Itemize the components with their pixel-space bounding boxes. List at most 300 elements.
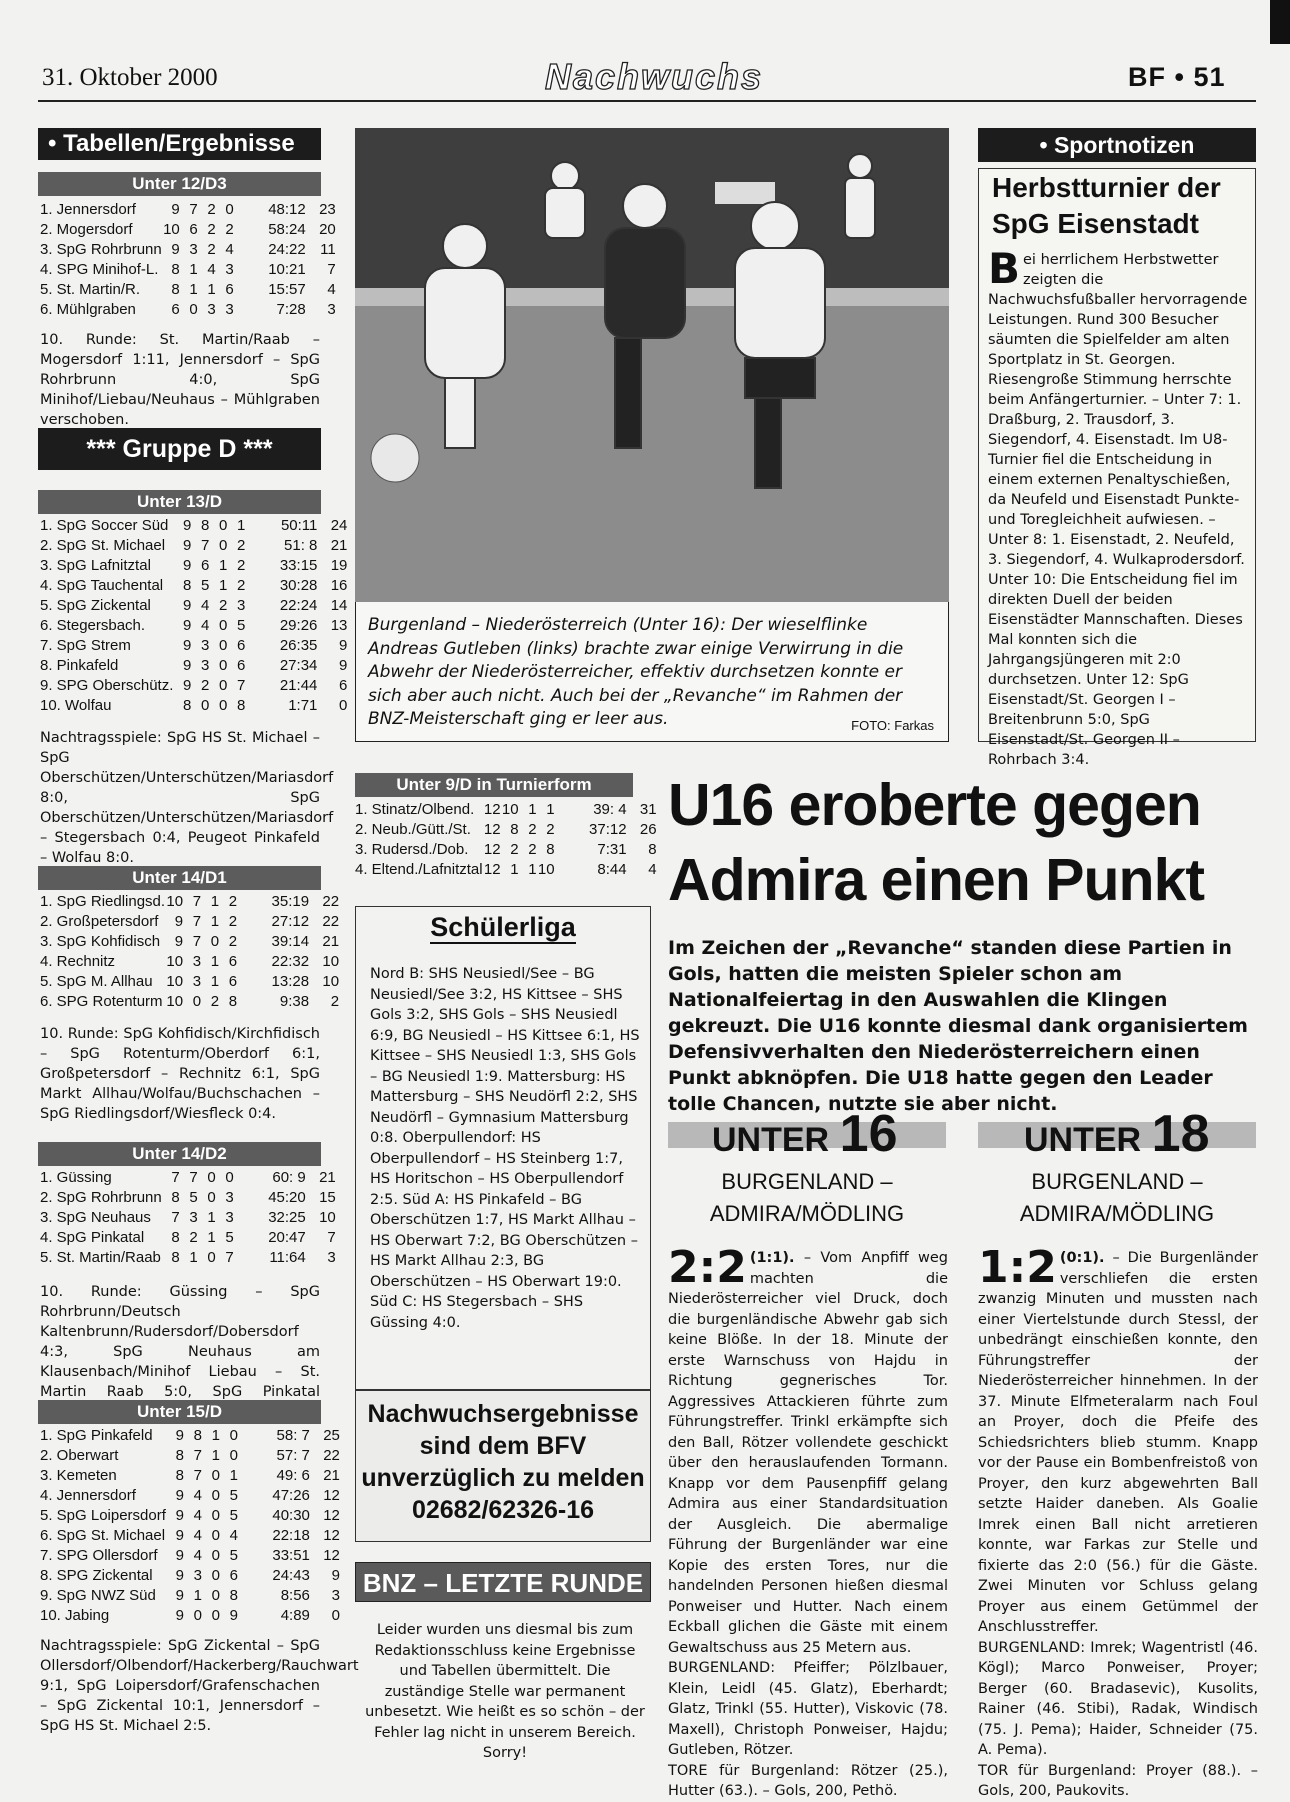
team-name: 1. Güssing xyxy=(40,1169,112,1186)
stat-cell: 9 xyxy=(331,1567,340,1584)
stat-cell: 40:30 xyxy=(272,1507,310,1524)
stat-cell: 9 xyxy=(171,241,180,258)
article-headline: U16 eroberte gegen Admira einen Punkt xyxy=(668,772,1205,913)
u18-goals: TOR für Burgenland: Proyer (88.). – Gols, 200, Paukovits. xyxy=(978,1762,1258,1799)
stat-cell: 8 xyxy=(229,1587,238,1604)
stat-cell: 12 xyxy=(323,1487,340,1504)
stat-cell: 5 xyxy=(229,1547,238,1564)
team-name: 8. SPG Zickental xyxy=(40,1567,153,1584)
table-row xyxy=(40,636,347,656)
stat-cell: 6 xyxy=(339,677,348,694)
team-name: 3. Kemeten xyxy=(40,1467,117,1484)
stat-cell: 27:34 xyxy=(279,657,318,674)
table-row xyxy=(40,1606,340,1626)
team-name: 3. Rudersd./Dob. xyxy=(355,841,469,858)
standings-u9 xyxy=(355,800,657,880)
stat-cell: 5 xyxy=(225,1229,234,1246)
stat-cell: 7 xyxy=(193,1467,202,1484)
stat-cell: 32:25 xyxy=(268,1209,306,1226)
stat-cell: 11 xyxy=(320,241,336,258)
stat-cell: 0 xyxy=(339,697,348,714)
stat-cell: 1 xyxy=(189,281,198,298)
stat-cell: 8 xyxy=(175,1447,184,1464)
stat-cell: 6 xyxy=(228,973,238,990)
stat-cell: 0 xyxy=(201,697,210,714)
u18-lineup: BURGENLAND: Imrek; Wagentristl (46. Kögl); Marco Ponweiser, Proyer; Berger (60. Bradasevic), Kusolits, Rainer (46. Stibi), Radak, Windisch (75. J. Pema); Haider, Schneider (75. A. Pema). xyxy=(978,1639,1258,1758)
stat-cell: 33:15 xyxy=(279,557,318,574)
stat-cell: 9 xyxy=(174,933,184,950)
stat-cell: 10 xyxy=(501,801,519,818)
stat-cell: 6 xyxy=(171,301,180,318)
team-name: 4. SpG Tauchental xyxy=(40,577,164,594)
stat-cell: 8 xyxy=(171,261,180,278)
team-name: 2. Neub./Gütt./St. xyxy=(355,821,471,838)
stat-cell: 1 xyxy=(210,953,220,970)
dropcap: B xyxy=(988,244,1021,293)
stat-cell: 8:44 xyxy=(597,861,627,878)
stat-cell: 10 xyxy=(166,973,184,990)
table-row xyxy=(40,656,347,676)
table-row xyxy=(40,1188,336,1208)
stat-cell: 3 xyxy=(327,301,336,318)
u16-report: 2:2 (1:1). – Vom Anpfiff weg machten die Niederösterreicher viel Druck, doch die burgenländische Abwehr gab sich keine Blöße. In der 18. Minute der erste Warnschuss von Hajdu in Richtung gegnerisches Tor. Aggressives Attackieren führte zum Führungstreffer. Trinkl erkämpfte sich den Ball, Rötzer vollendete geschickt über den herauslaufenden Tormann. Knapp vor dem Pausenpfiff gelang Admira aus einer Standardsituation der Ausgleich. Die abermalige Führung der Burgenländer war eine Kopie des ersten Tores, nur die handelnden Personen hießen diesmal Ponweiser und Hutter. Nach einem Eckball glichen die Gäste mit einem Gewaltschuss aus 25 Metern aus. BURGENLAND: Pfeiffer; Pölzlbauer, Klein, Leidl (45. Glatz), Eberhardt; Glatz, Trinkl (55. Hutter), Viskovic (78. Maxell), Christoph Ponweiser, Hajdu; Gutleben, Rötzer. TORE für Burgenland: Rötzer (25.), Hutter (63.). – Gols, 200, Pethö. xyxy=(668,1242,949,1799)
stat-cell: 4 xyxy=(225,241,234,258)
team-name: 5. SpG Zickental xyxy=(40,597,151,614)
stat-cell: 1 xyxy=(207,281,216,298)
section-title: Nachwuchs xyxy=(545,56,764,97)
stat-cell: 4 xyxy=(193,1487,202,1504)
team-name: 4. SPG Minihof-L. xyxy=(40,261,159,278)
bnz-banner: BNZ – LETZTE RUNDE xyxy=(355,1562,651,1602)
u16-goals: TORE für Burgenland: Rötzer (25.), Hutter (63.). – Gols, 200, Pethö. xyxy=(668,1762,948,1799)
stat-cell: 1 xyxy=(207,1229,216,1246)
table-row xyxy=(40,1546,340,1566)
table-row xyxy=(40,1228,336,1248)
stat-cell: 24 xyxy=(330,517,348,534)
stat-cell: 10 xyxy=(537,861,555,878)
stat-cell: 9 xyxy=(183,617,192,634)
table-row xyxy=(40,536,347,556)
team-name: 5. St. Martin/R. xyxy=(40,281,141,298)
stat-cell: 1 xyxy=(528,801,537,818)
stat-cell: 2 xyxy=(207,221,216,238)
sportnotizen-text xyxy=(988,244,1250,770)
table-row xyxy=(40,1466,340,1486)
stat-cell: 8 xyxy=(171,1229,180,1246)
table-row xyxy=(40,300,336,320)
team-name: 9. SpG NWZ Süd xyxy=(40,1587,156,1604)
stat-cell: 8 xyxy=(175,1467,184,1484)
u18-report: 1:2 (0:1). – Die Burgenländer verschliefen die ersten zwanzig Minuten und mussten nach einer Viertelstunde durch Stessl, der unbedrängt einschießen konnte, den Führungstreffer der Niederösterreicher hinnehmen. In der 37. Minute Elfmeteralarm nach Foul an Proyer, doch die Pfeife des Schiedsrichters blieb stumm. Knapp vor der Pause ein Bombenfreistoß von Proyer, den kurz abgewehrten Ball setzte Haider daneben. Als Goalie Imrek einen Ball nicht arretieren konnte, war Farkas zur Stelle und fixierte das 2:0 (56.) für die Gäste. Zwei Minuten vor Schluss gelang Proyer aus einem Getümmel der Anschlusstreffer. BURGENLAND: Imrek; Wagentristl (46. Kögl); Marco Ponweiser, Proyer; Berger (60. Bradasevic), Kusolits, Rainer (46. Stibi), Radak, Windisch (75. J. Pema); Haider, Schneider (75. A. Pema). TOR für Burgenland: Proyer (88.). – Gols, 200, Paukovits. xyxy=(978,1242,1259,1799)
stat-cell: 0 xyxy=(211,1607,220,1624)
stat-cell: 6 xyxy=(225,281,234,298)
stat-cell: 37:12 xyxy=(589,821,627,838)
stat-cell: 0 xyxy=(229,1427,238,1444)
stat-cell: 24:22 xyxy=(268,241,306,258)
stat-cell: 3 xyxy=(327,1249,336,1266)
stat-cell: 2 xyxy=(528,841,537,858)
stat-cell: 0 xyxy=(219,517,228,534)
stat-cell: 2 xyxy=(546,821,555,838)
stat-cell: 22:32 xyxy=(271,953,310,970)
page-number: BF • 51 xyxy=(1128,62,1226,92)
table-row xyxy=(40,1426,340,1446)
stat-cell: 9 xyxy=(339,657,348,674)
stat-cell: 7 xyxy=(327,261,336,278)
stat-cell: 9 xyxy=(175,1487,184,1504)
stat-cell: 6 xyxy=(237,637,246,654)
stat-cell: 0 xyxy=(211,1507,220,1524)
stat-cell: 0 xyxy=(210,933,220,950)
stat-cell: 0 xyxy=(225,1169,234,1186)
stat-cell: 10 xyxy=(166,953,184,970)
stat-cell: 10:21 xyxy=(268,261,306,278)
stat-cell: 15 xyxy=(319,1189,336,1206)
u16-lineup: BURGENLAND: Pfeiffer; Pölzlbauer, Klein, Leidl (45. Glatz), Eberhardt; Glatz, Trinkl (55. Hutter), Viskovic (78. Maxell), Christoph Ponweiser, Hajdu; Gutleben, Rötzer. xyxy=(668,1660,948,1758)
stat-cell: 39:14 xyxy=(271,933,310,950)
stat-cell: 1 xyxy=(210,893,220,910)
table-row xyxy=(40,1486,340,1506)
stat-cell: 6 xyxy=(237,657,246,674)
stat-cell: 23 xyxy=(319,201,336,218)
stat-cell: 8 xyxy=(228,993,238,1010)
table-row xyxy=(40,892,339,912)
stat-cell: 21 xyxy=(319,1169,336,1186)
stat-cell: 7 xyxy=(237,677,246,694)
results-u13: Nachtragsspiele: SpG HS St. Michael – SpG Oberschützen/Unterschützen/Mariasdorf 8:0, SpG Oberschützen/Unterschützen/Mariasdorf – Stegersbach 0:4, Peugeot Pinkafeld – Wolfau 8:0. xyxy=(40,730,334,866)
stat-cell: 8 xyxy=(237,697,246,714)
stat-cell: 8 xyxy=(171,1249,180,1266)
team-name: 4. SpG Pinkatal xyxy=(40,1229,145,1246)
table-row xyxy=(355,860,657,880)
stat-cell: 9 xyxy=(175,1587,184,1604)
stat-cell: 1 xyxy=(219,557,228,574)
stat-cell: 8 xyxy=(183,697,192,714)
stat-cell: 0 xyxy=(211,1567,220,1584)
stat-cell: 4 xyxy=(193,1547,202,1564)
stat-cell: 12 xyxy=(483,801,501,818)
schuelerliga-text: Nord B: SHS Neusiedl/See – BG Neusiedl/See 3:2, HS Kittsee – SHS Gols 3:2, SHS Gols – SHS Neusiedl 6:9, BG Neusiedl – HS Kittsee 6:1, HS Kittsee – SHS Neusiedl 1:3, SHS Gols – BG Neusiedl 1:9. Mattersburg: HS Mattersburg – SHS Neudörfl 2:2, SHS Neudörfl – Gymnasium Mattersburg 0:8. Oberpullendorf: HS Oberpullendorf – HS Steinberg 1:7, HS Horitschon – HS Oberpullendorf 2:5. Süd A: HS Pinkafeld – BG Oberschützen 1:7, HS Markt Allhau – HS Oberwart 7:2, BG Oberschützen – HS Markt Allhau 2:3, BG Oberschützen – HS Oberwart 19:0. Süd C: HS Stegersbach – SHS Güssing 4:0. xyxy=(370,966,640,1331)
stat-cell: 0 xyxy=(229,1447,238,1464)
team-name: 5. SpG Loipersdorf xyxy=(40,1507,166,1524)
stat-cell: 7 xyxy=(327,1229,336,1246)
table-row xyxy=(355,800,657,820)
table-row xyxy=(40,1506,340,1526)
table-title-u12: Unter 12/D3 xyxy=(38,172,321,196)
stat-cell: 1 xyxy=(189,261,198,278)
stat-cell: 16 xyxy=(330,577,348,594)
stat-cell: 7 xyxy=(225,1249,234,1266)
table-row xyxy=(40,1208,336,1228)
stat-cell: 8:56 xyxy=(280,1587,310,1604)
stat-cell: 48:12 xyxy=(268,201,306,218)
stat-cell: 1 xyxy=(510,861,519,878)
table-row xyxy=(40,596,347,616)
u18-heading: UNTER 18 xyxy=(1024,1105,1210,1163)
stat-cell: 6 xyxy=(229,1567,238,1584)
stat-cell: 0 xyxy=(331,1607,340,1624)
stat-cell: 9 xyxy=(183,557,192,574)
u16-score: 2:2 xyxy=(668,1242,747,1293)
stat-cell: 9 xyxy=(175,1507,184,1524)
stat-cell: 10 xyxy=(163,221,180,238)
stat-cell: 6 xyxy=(189,221,198,238)
stat-cell: 1:71 xyxy=(288,697,318,714)
table-row xyxy=(355,820,657,840)
table-row xyxy=(40,696,347,716)
stat-cell: 3 xyxy=(225,1209,234,1226)
stat-cell: 8 xyxy=(510,821,519,838)
stat-cell: 5 xyxy=(237,617,246,634)
stat-cell: 11:64 xyxy=(269,1249,306,1266)
stat-cell: 1 xyxy=(207,1209,216,1226)
stat-cell: 1 xyxy=(189,1249,198,1266)
table-title-u15: Unter 15/D xyxy=(38,1400,321,1424)
stat-cell: 58: 7 xyxy=(276,1427,310,1444)
stat-cell: 21 xyxy=(322,933,340,950)
team-name: 4. Jennersdorf xyxy=(40,1487,136,1504)
team-name: 9. SPG Oberschütz. xyxy=(40,677,174,694)
soccer-players-image xyxy=(355,128,949,602)
u16-halftime: (1:1). xyxy=(749,1250,795,1266)
stat-cell: 7 xyxy=(189,201,198,218)
stat-cell: 10 xyxy=(166,893,184,910)
results-u12: 10. Runde: St. Martin/Raab – Mogersdorf 1:11, Jennersdorf – SpG Rohrbrunn 4:0, SpG Minihof/Liebau/Neuhaus – Mühlgraben verschoben. xyxy=(40,332,320,428)
stat-cell: 7 xyxy=(189,1169,198,1186)
stat-cell: 9 xyxy=(174,913,184,930)
stat-cell: 4 xyxy=(193,1507,202,1524)
stat-cell: 9 xyxy=(229,1607,238,1624)
team-name: 1. SpG Pinkafeld xyxy=(40,1427,153,1444)
header-rule xyxy=(38,100,1256,102)
stat-cell: 2 xyxy=(237,537,246,554)
stat-cell: 50:11 xyxy=(280,517,318,534)
standings-u15 xyxy=(40,1426,340,1626)
table-title-u13: Unter 13/D xyxy=(38,490,321,514)
stat-cell: 58:24 xyxy=(268,221,306,238)
team-name: 3. SpG Lafnitztal xyxy=(40,557,151,574)
stat-cell: 2 xyxy=(510,841,519,858)
stat-cell: 3 xyxy=(207,301,216,318)
stat-cell: 7 xyxy=(171,1209,180,1226)
stat-cell: 12 xyxy=(323,1547,340,1564)
table-row xyxy=(40,280,336,300)
sportnotizen-title: Herbstturnier der SpG Eisenstadt xyxy=(992,172,1221,239)
stat-cell: 8 xyxy=(648,841,657,858)
stat-cell: 9:38 xyxy=(279,993,310,1010)
u18-halftime: (0:1). xyxy=(1059,1250,1105,1266)
stat-cell: 8 xyxy=(201,517,210,534)
stat-cell: 8 xyxy=(193,1427,202,1444)
stat-cell: 0 xyxy=(192,993,202,1010)
team-name: 2. SpG St. Michael xyxy=(40,537,166,554)
stat-cell: 3 xyxy=(189,241,198,258)
stat-cell: 0 xyxy=(219,617,228,634)
stat-cell: 9 xyxy=(183,597,192,614)
stat-cell: 3 xyxy=(193,1567,202,1584)
stat-cell: 7 xyxy=(192,913,202,930)
team-name: 6. SPG Rotenturm xyxy=(40,993,163,1010)
stat-cell: 20:47 xyxy=(268,1229,306,1246)
stat-cell: 4 xyxy=(327,281,336,298)
stat-cell: 2 xyxy=(207,201,216,218)
stat-cell: 8 xyxy=(183,577,192,594)
stat-cell: 9 xyxy=(175,1527,184,1544)
photo-credit: FOTO: Farkas xyxy=(851,718,934,733)
stat-cell: 6 xyxy=(228,953,238,970)
stat-cell: 7:28 xyxy=(276,301,306,318)
stat-cell: 12 xyxy=(323,1507,340,1524)
table-row xyxy=(40,1248,336,1268)
team-name: 6. Mühlgraben xyxy=(40,301,136,318)
stat-cell: 9 xyxy=(175,1427,184,1444)
table-row xyxy=(40,1566,340,1586)
stat-cell: 4:89 xyxy=(280,1607,310,1624)
stat-cell: 0 xyxy=(219,697,228,714)
stat-cell: 10 xyxy=(322,953,340,970)
stat-cell: 9 xyxy=(171,201,180,218)
stat-cell: 21 xyxy=(323,1467,340,1484)
stat-cell: 9 xyxy=(183,637,192,654)
table-row xyxy=(40,516,347,536)
stat-cell: 45:20 xyxy=(268,1189,306,1206)
stat-cell: 13 xyxy=(330,617,348,634)
stat-cell: 31 xyxy=(639,801,657,818)
team-name: 7. SpG Strem xyxy=(40,637,131,654)
stat-cell: 3 xyxy=(331,1587,340,1604)
standings-u14d1 xyxy=(40,892,339,1012)
stat-cell: 0 xyxy=(193,1607,202,1624)
stat-cell: 2 xyxy=(330,993,340,1010)
stat-cell: 4 xyxy=(229,1527,238,1544)
stat-cell: 1 xyxy=(528,861,537,878)
stat-cell: 2 xyxy=(201,677,210,694)
stat-cell: 30:28 xyxy=(279,577,318,594)
team-name: 3. SpG Rohrbrunn xyxy=(40,241,162,258)
stat-cell: 51: 8 xyxy=(284,537,318,554)
stat-cell: 8 xyxy=(171,281,180,298)
table-title-u14d2: Unter 14/D2 xyxy=(38,1142,321,1166)
stat-cell: 21:44 xyxy=(279,677,318,694)
stat-cell: 39: 4 xyxy=(593,801,627,818)
stat-cell: 7 xyxy=(201,537,210,554)
table-row xyxy=(40,1168,336,1188)
stat-cell: 20 xyxy=(319,221,336,238)
team-name: 3. SpG Kohfidisch xyxy=(40,933,161,950)
stat-cell: 3 xyxy=(225,261,234,278)
article-lead: Im Zeichen der „Revanche“ standen diese Partien in Gols, hatten die meisten Spieler schon am Nationalfeiertag in den Auswahlen die Klingen gekreuzt. Die U16 konnte diesmal dank organisiertem Defensivverhalten den Niederösterreichern einen Punkt abknöpfen. Die U18 hatte gegen den Leader tolle Chancen, nutzte sie aber nicht. xyxy=(668,937,1248,1115)
stat-cell: 5 xyxy=(229,1507,238,1524)
stat-cell: 4 xyxy=(207,261,216,278)
stat-cell: 21 xyxy=(330,537,348,554)
team-name: 6. Stegersbach. xyxy=(40,617,146,634)
stat-cell: 1 xyxy=(219,577,228,594)
table-row xyxy=(40,1526,340,1546)
standings-u14d2 xyxy=(40,1168,336,1268)
stat-cell: 10 xyxy=(319,1209,336,1226)
stat-cell: 5 xyxy=(229,1487,238,1504)
table-row xyxy=(40,616,347,636)
stat-cell: 1 xyxy=(210,913,220,930)
team-name: 2. Großpetersdorf xyxy=(40,913,159,930)
stat-cell: 3 xyxy=(237,597,246,614)
u16-match: BURGENLAND – ADMIRA/MÖDLING xyxy=(709,1169,905,1226)
stat-cell: 0 xyxy=(211,1487,220,1504)
stat-cell: 5 xyxy=(189,1189,198,1206)
stat-cell: 0 xyxy=(219,637,228,654)
gruppe-d-banner: *** Gruppe D *** xyxy=(38,428,321,470)
stat-cell: 15:57 xyxy=(268,281,306,298)
table-row xyxy=(40,1446,340,1466)
schuelerliga-title: Schülerliga xyxy=(430,912,576,942)
stat-cell: 2 xyxy=(228,893,238,910)
stat-cell: 1 xyxy=(237,517,246,534)
stat-cell: 9 xyxy=(175,1607,184,1624)
table-title-u9: Unter 9/D in Turnierform xyxy=(355,773,633,797)
stat-cell: 22 xyxy=(322,893,340,910)
stat-cell: 7 xyxy=(193,1447,202,1464)
team-name: 2. Oberwart xyxy=(40,1447,119,1464)
stat-cell: 4 xyxy=(193,1527,202,1544)
photo-caption: Burgenland – Niederösterreich (Unter 16): Der wieselflinke Andreas Gutleben (links) brachte zwar einige Verwirrung in die Abwehr der Niederösterreicher, effektiv durchsetzen konnte er sich aber auch nicht. Auch bei der „Revanche“ im Rahmen der BNZ-Meisterschaft ging er leer aus. xyxy=(368,615,904,729)
team-name: 1. SpG Soccer Süd xyxy=(40,517,169,534)
stat-cell: 2 xyxy=(237,577,246,594)
stat-cell: 8 xyxy=(546,841,555,858)
stat-cell: 3 xyxy=(192,973,202,990)
stat-cell: 2 xyxy=(210,993,220,1010)
stat-cell: 33:51 xyxy=(272,1547,310,1564)
sportnotizen-banner: • Sportnotizen xyxy=(978,128,1256,162)
team-name: 7. SPG Ollersdorf xyxy=(40,1547,158,1564)
table-row xyxy=(40,220,336,240)
stat-cell: 22:24 xyxy=(279,597,318,614)
stat-cell: 2 xyxy=(228,913,238,930)
stat-cell: 14 xyxy=(330,597,348,614)
stat-cell: 49: 6 xyxy=(276,1467,310,1484)
stat-cell: 60: 9 xyxy=(272,1169,306,1186)
stat-cell: 3 xyxy=(189,1209,198,1226)
stat-cell: 9 xyxy=(183,517,192,534)
stat-cell: 3 xyxy=(225,1189,234,1206)
team-name: 10. Wolfau xyxy=(40,697,112,714)
stat-cell: 10 xyxy=(322,973,340,990)
stat-cell: 1 xyxy=(229,1467,238,1484)
team-name: 1. Jennersdorf xyxy=(40,201,136,218)
team-name: 1. Stinatz/Olbend. xyxy=(355,801,475,818)
u16-heading: UNTER 16 xyxy=(712,1105,898,1163)
table-row xyxy=(40,200,336,220)
results-u14d2: 10. Runde: Güssing – SpG Rohrbrunn/Deutsch Kaltenbrunn/Rudersdorf/Dobersdorf 4:3, SpG Neuhaus am Klausenbach/Minihof Liebau – St. Martin Raab 5:0, SpG Pinkatal xyxy=(40,1284,320,1400)
table-row xyxy=(355,840,657,860)
team-name: 5. SpG M. Allhau xyxy=(40,973,153,990)
table-row xyxy=(40,260,336,280)
stat-cell: 2 xyxy=(225,221,234,238)
stat-cell: 9 xyxy=(183,677,192,694)
photo-caption-box xyxy=(355,602,949,742)
stat-cell: 7:31 xyxy=(597,841,627,858)
stat-cell: 0 xyxy=(211,1527,220,1544)
stat-cell: 7 xyxy=(192,893,202,910)
stat-cell: 13:28 xyxy=(271,973,310,990)
stat-cell: 7 xyxy=(171,1169,180,1186)
stat-cell: 0 xyxy=(211,1587,220,1604)
stat-cell: 26:35 xyxy=(279,637,318,654)
stat-cell: 9 xyxy=(183,657,192,674)
standings-u13 xyxy=(40,516,347,716)
stat-cell: 25 xyxy=(323,1427,340,1444)
stat-cell: 0 xyxy=(219,677,228,694)
team-name: 1. SpG Riedlingsd. xyxy=(40,893,166,910)
